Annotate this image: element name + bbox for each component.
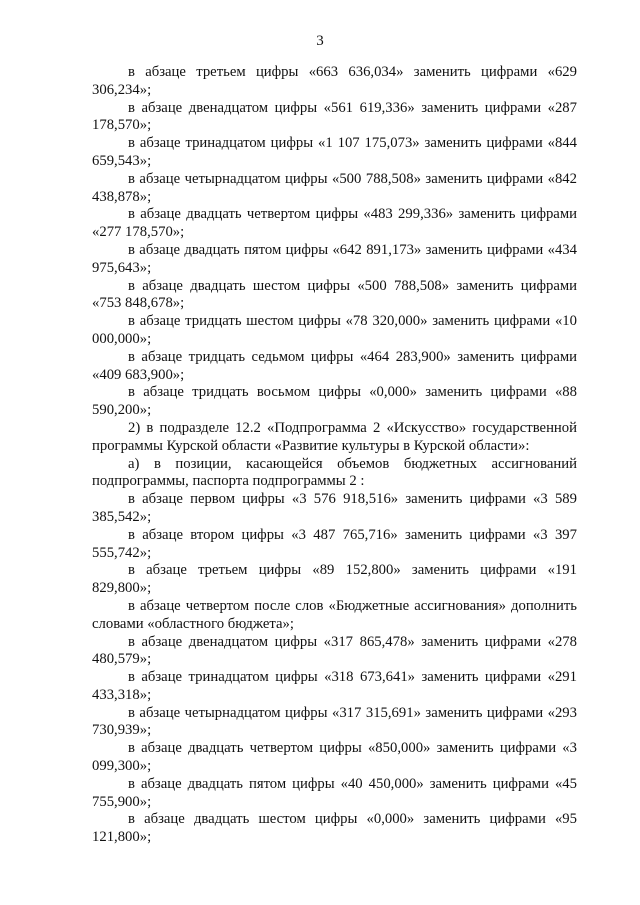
paragraph: в абзаце четырнадцатом цифры «317 315,691» заменить цифрами «293 730,939»; bbox=[92, 704, 577, 739]
paragraph: в абзаце втором цифры «3 487 765,716» заменить цифрами «3 397 555,742»; bbox=[92, 526, 577, 561]
paragraph: в абзаце двадцать шестом цифры «500 788,508» заменить цифрами «753 848,678»; bbox=[92, 277, 577, 312]
document-body bbox=[92, 64, 577, 847]
paragraph: в абзаце тринадцатом цифры «318 673,641» заменить цифрами «291 433,318»; bbox=[92, 669, 577, 703]
paragraph: в абзаце третьем цифры «89 152,800» заменить цифрами «191 829,800»; bbox=[92, 562, 577, 597]
paragraph: в абзаце двадцать пятом цифры «40 450,000» заменить цифрами «45 755,900»; bbox=[92, 775, 577, 810]
paragraph: в абзаце тринадцатом цифры «1 107 175,073» заменить цифрами «844 659,543»; bbox=[92, 135, 577, 169]
paragraph: 2) в подразделе 12.2 «Подпрограмма 2 «Искусство» государственной программы Курской области «Развитие культуры в Курской области»: bbox=[92, 419, 577, 454]
paragraph: в абзаце четырнадцатом цифры «500 788,508» заменить цифрами «842 438,878»; bbox=[92, 170, 577, 205]
page-number: 3 bbox=[316, 33, 324, 49]
paragraph: в абзаце двадцать пятом цифры «642 891,173» заменить цифрами «434 975,643»; bbox=[92, 241, 577, 276]
paragraph: в абзаце двадцать четвертом цифры «850,000» заменить цифрами «3 099,300»; bbox=[92, 740, 577, 775]
paragraph: а) в позиции, касающейся объемов бюджетных ассигнований подпрограммы, паспорта подпрограммы 2 : bbox=[92, 455, 577, 490]
paragraph: в абзаце первом цифры «3 576 918,516» заменить цифрами «3 589 385,542»; bbox=[92, 491, 577, 525]
paragraph: в абзаце двенадцатом цифры «561 619,336» заменить цифрами «287 178,570»; bbox=[92, 99, 577, 134]
paragraph: в абзаце тридцать восьмом цифры «0,000» заменить цифрами «88 590,200»; bbox=[92, 384, 577, 419]
paragraph: в абзаце четвертом после слов «Бюджетные ассигнования» дополнить словами «областного бюджета»; bbox=[92, 597, 577, 632]
paragraph: в абзаце двадцать четвертом цифры «483 299,336» заменить цифрами «277 178,570»; bbox=[92, 206, 577, 241]
paragraph: в абзаце двенадцатом цифры «317 865,478» заменить цифрами «278 480,579»; bbox=[92, 633, 577, 668]
paragraph: в абзаце тридцать шестом цифры «78 320,000» заменить цифрами «10 000,000»; bbox=[92, 313, 577, 347]
paragraph: в абзаце тридцать седьмом цифры «464 283,900» заменить цифрами «409 683,900»; bbox=[92, 348, 577, 383]
paragraph: в абзаце третьем цифры «663 636,034» заменить цифрами «629 306,234»; bbox=[92, 64, 577, 98]
paragraph: в абзаце двадцать шестом цифры «0,000» заменить цифрами «95 121,800»; bbox=[92, 811, 577, 846]
